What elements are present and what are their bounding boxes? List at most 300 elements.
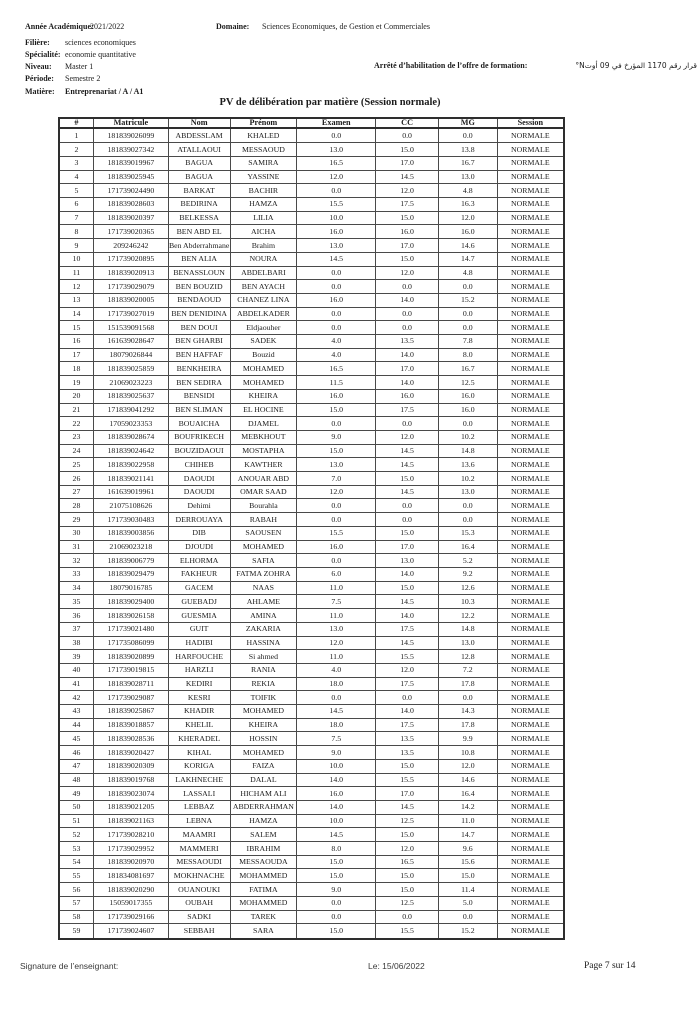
- cell-mg: 10.2: [438, 472, 497, 486]
- field-arrete-habilitation: [374, 61, 697, 70]
- cell-session: NORMALE: [497, 376, 564, 390]
- cell-cc: 13.0: [376, 554, 439, 568]
- table-row: [59, 828, 564, 842]
- cell-nom: LASSALI: [168, 787, 230, 801]
- cell-examen: 11.5: [297, 376, 376, 390]
- field-periode: [25, 74, 100, 83]
- table-row: [59, 362, 564, 376]
- field-label: Spécialité:: [25, 50, 61, 59]
- table-row: [59, 567, 564, 581]
- cell-nom: BEN ALIA: [168, 252, 230, 266]
- cell-cc: 17.5: [376, 718, 439, 732]
- cell-session: NORMALE: [497, 650, 564, 664]
- cell-session: NORMALE: [497, 581, 564, 595]
- cell-cc: 12.0: [376, 184, 439, 198]
- cell-nom: GACEM: [168, 581, 230, 595]
- cell-prenom: SAFIA: [230, 554, 297, 568]
- cell-examen: 0.0: [297, 513, 376, 527]
- cell-cc: 14.5: [376, 636, 439, 650]
- cell-examen: 0.0: [297, 321, 376, 335]
- cell-matricule: 161639019961: [93, 485, 168, 499]
- cell-num: 36: [59, 609, 93, 623]
- cell-session: NORMALE: [497, 567, 564, 581]
- cell-session: NORMALE: [497, 170, 564, 184]
- cell-num: 1: [59, 128, 93, 142]
- cell-nom: BEN ABD EL: [168, 225, 230, 239]
- cell-nom: HARZLI: [168, 663, 230, 677]
- cell-nom: Dehimi: [168, 499, 230, 513]
- cell-mg: 16.0: [438, 403, 497, 417]
- cell-matricule: 171739020365: [93, 225, 168, 239]
- table-row: [59, 184, 564, 198]
- cell-cc: 14.5: [376, 444, 439, 458]
- cell-mg: 16.7: [438, 156, 497, 170]
- cell-nom: ABDESSLAM: [168, 128, 230, 142]
- cell-num: 39: [59, 650, 93, 664]
- cell-examen: 14.5: [297, 705, 376, 719]
- cell-matricule: 181839026099: [93, 128, 168, 142]
- cell-prenom: SALEM: [230, 828, 297, 842]
- table-row: [59, 924, 564, 939]
- table-row: [59, 787, 564, 801]
- cell-matricule: 171739024607: [93, 924, 168, 939]
- cell-matricule: 181839029479: [93, 567, 168, 581]
- cell-mg: 14.6: [438, 239, 497, 253]
- cell-nom: KESRI: [168, 691, 230, 705]
- cell-prenom: REKIA: [230, 677, 297, 691]
- cell-mg: 14.8: [438, 622, 497, 636]
- cell-examen: 13.0: [297, 239, 376, 253]
- field-value: Sciences Economiques, de Gestion et Commerciales: [262, 22, 430, 31]
- table-row: [59, 211, 564, 225]
- cell-matricule: 171739029087: [93, 691, 168, 705]
- cell-matricule: 181839020913: [93, 266, 168, 280]
- cell-examen: 12.0: [297, 485, 376, 499]
- cell-nom: MAAMRI: [168, 828, 230, 842]
- cell-matricule: 18079026844: [93, 348, 168, 362]
- cell-matricule: 181839021163: [93, 814, 168, 828]
- table-row: [59, 869, 564, 883]
- field-niveau: [25, 62, 93, 71]
- cell-matricule: 151539091568: [93, 321, 168, 335]
- cell-examen: 15.0: [297, 403, 376, 417]
- cell-num: 31: [59, 540, 93, 554]
- cell-nom: OUBAH: [168, 896, 230, 910]
- table-row: [59, 198, 564, 212]
- field-filiere: [25, 38, 136, 47]
- cell-mg: 7.2: [438, 663, 497, 677]
- table-header-row: [59, 118, 564, 128]
- cell-num: 51: [59, 814, 93, 828]
- cell-matricule: 181839028674: [93, 430, 168, 444]
- cell-cc: 15.0: [376, 143, 439, 157]
- table-row: [59, 513, 564, 527]
- cell-mg: 11.0: [438, 814, 497, 828]
- cell-nom: KHELIL: [168, 718, 230, 732]
- cell-prenom: MOHAMMED: [230, 869, 297, 883]
- table-row: [59, 705, 564, 719]
- cell-num: 27: [59, 485, 93, 499]
- cell-examen: 0.0: [297, 691, 376, 705]
- cell-mg: 10.2: [438, 430, 497, 444]
- cell-matricule: 209246242: [93, 239, 168, 253]
- cell-cc: 14.5: [376, 170, 439, 184]
- cell-num: 6: [59, 198, 93, 212]
- cell-examen: 13.0: [297, 458, 376, 472]
- cell-session: NORMALE: [497, 855, 564, 869]
- cell-examen: 4.0: [297, 663, 376, 677]
- column-header-mg: MG: [438, 118, 497, 128]
- cell-mg: 7.8: [438, 335, 497, 349]
- cell-session: NORMALE: [497, 362, 564, 376]
- cell-prenom: DALAL: [230, 773, 297, 787]
- cell-cc: 15.0: [376, 581, 439, 595]
- table-row: [59, 609, 564, 623]
- cell-examen: 0.0: [297, 128, 376, 142]
- cell-cc: 12.0: [376, 430, 439, 444]
- cell-num: 48: [59, 773, 93, 787]
- cell-examen: 11.0: [297, 581, 376, 595]
- cell-matricule: 171739024490: [93, 184, 168, 198]
- field-label: Niveau:: [25, 62, 52, 71]
- cell-session: NORMALE: [497, 239, 564, 253]
- cell-examen: 4.0: [297, 348, 376, 362]
- cell-cc: 14.5: [376, 595, 439, 609]
- cell-num: 41: [59, 677, 93, 691]
- cell-examen: 12.0: [297, 636, 376, 650]
- cell-matricule: 171739020895: [93, 252, 168, 266]
- cell-session: NORMALE: [497, 814, 564, 828]
- cell-mg: 13.6: [438, 458, 497, 472]
- cell-cc: 16.5: [376, 855, 439, 869]
- cell-mg: 14.7: [438, 252, 497, 266]
- signature-label: Signature de l’enseignant:: [20, 961, 119, 971]
- cell-cc: 12.5: [376, 814, 439, 828]
- cell-matricule: 181839022958: [93, 458, 168, 472]
- cell-mg: 16.0: [438, 225, 497, 239]
- cell-nom: BAGUA: [168, 156, 230, 170]
- cell-matricule: 171739030483: [93, 513, 168, 527]
- cell-examen: 0.0: [297, 499, 376, 513]
- table-row: [59, 650, 564, 664]
- cell-num: 18: [59, 362, 93, 376]
- cell-num: 20: [59, 389, 93, 403]
- cell-session: NORMALE: [497, 924, 564, 939]
- cell-cc: 15.5: [376, 650, 439, 664]
- field-value: Semestre 2: [65, 74, 101, 83]
- cell-num: 16: [59, 335, 93, 349]
- cell-nom: OUANOUKI: [168, 883, 230, 897]
- table-row: [59, 499, 564, 513]
- cell-mg: 16.3: [438, 198, 497, 212]
- table-body: [59, 128, 564, 939]
- cell-examen: 7.0: [297, 472, 376, 486]
- cell-mg: 12.8: [438, 650, 497, 664]
- table-row: [59, 307, 564, 321]
- cell-session: NORMALE: [497, 718, 564, 732]
- cell-prenom: FATIMA: [230, 883, 297, 897]
- cell-num: 30: [59, 526, 93, 540]
- cell-prenom: MEBKHOUT: [230, 430, 297, 444]
- cell-examen: 9.0: [297, 883, 376, 897]
- cell-num: 13: [59, 293, 93, 307]
- cell-mg: 15.0: [438, 869, 497, 883]
- cell-matricule: 171739029166: [93, 910, 168, 924]
- cell-cc: 12.0: [376, 266, 439, 280]
- cell-matricule: 15059017355: [93, 896, 168, 910]
- cell-examen: 7.5: [297, 732, 376, 746]
- cell-session: NORMALE: [497, 663, 564, 677]
- cell-prenom: NAAS: [230, 581, 297, 595]
- cell-prenom: AMINA: [230, 609, 297, 623]
- cell-matricule: 18079016785: [93, 581, 168, 595]
- cell-matricule: 181839024642: [93, 444, 168, 458]
- cell-cc: 17.0: [376, 540, 439, 554]
- field-value: Entreprenariat / A / A1: [65, 87, 144, 96]
- cell-prenom: SAMIRA: [230, 156, 297, 170]
- cell-examen: 7.5: [297, 595, 376, 609]
- page-title: PV de délibération par matière (Session normale): [219, 97, 441, 108]
- cell-cc: 0.0: [376, 321, 439, 335]
- cell-nom: ATALLAOUI: [168, 143, 230, 157]
- cell-examen: 4.0: [297, 335, 376, 349]
- cell-num: 46: [59, 746, 93, 760]
- field-value: economie quantitative: [65, 50, 136, 59]
- cell-nom: KEDIRI: [168, 677, 230, 691]
- table-row: [59, 691, 564, 705]
- cell-nom: KORIGA: [168, 759, 230, 773]
- cell-examen: 16.5: [297, 362, 376, 376]
- cell-matricule: 21069023223: [93, 376, 168, 390]
- cell-matricule: 21075108626: [93, 499, 168, 513]
- cell-session: NORMALE: [497, 252, 564, 266]
- cell-num: 15: [59, 321, 93, 335]
- cell-num: 50: [59, 800, 93, 814]
- cell-prenom: TOIFIK: [230, 691, 297, 705]
- cell-prenom: HASSINA: [230, 636, 297, 650]
- table-row: [59, 663, 564, 677]
- cell-session: NORMALE: [497, 883, 564, 897]
- cell-matricule: 181839006779: [93, 554, 168, 568]
- cell-matricule: 181839003856: [93, 526, 168, 540]
- cell-prenom: HAMZA: [230, 814, 297, 828]
- cell-session: NORMALE: [497, 348, 564, 362]
- table-row: [59, 896, 564, 910]
- cell-cc: 15.5: [376, 773, 439, 787]
- cell-examen: 0.0: [297, 266, 376, 280]
- column-header-num: #: [59, 118, 93, 128]
- cell-prenom: MOHAMMED: [230, 896, 297, 910]
- cell-prenom: HAMZA: [230, 198, 297, 212]
- cell-nom: BENKHEIRA: [168, 362, 230, 376]
- cell-examen: 10.0: [297, 211, 376, 225]
- cell-mg: 14.7: [438, 828, 497, 842]
- cell-num: 38: [59, 636, 93, 650]
- cell-session: NORMALE: [497, 417, 564, 431]
- cell-num: 9: [59, 239, 93, 253]
- cell-nom: FAKHEUR: [168, 567, 230, 581]
- cell-matricule: 181839028711: [93, 677, 168, 691]
- cell-nom: BEN BOUZID: [168, 280, 230, 294]
- cell-nom: GUEBADJ: [168, 595, 230, 609]
- field-label: Matière:: [25, 87, 55, 96]
- cell-matricule: 171739027019: [93, 307, 168, 321]
- cell-prenom: AHLAME: [230, 595, 297, 609]
- cell-examen: 9.0: [297, 746, 376, 760]
- cell-num: 5: [59, 184, 93, 198]
- table-row: [59, 485, 564, 499]
- cell-session: NORMALE: [497, 705, 564, 719]
- cell-nom: Ben Abderrahmane: [168, 239, 230, 253]
- cell-prenom: RANIA: [230, 663, 297, 677]
- cell-prenom: ZAKARIA: [230, 622, 297, 636]
- column-header-nom: Nom: [168, 118, 230, 128]
- cell-num: 33: [59, 567, 93, 581]
- cell-num: 53: [59, 842, 93, 856]
- cell-num: 34: [59, 581, 93, 595]
- cell-mg: 0.0: [438, 910, 497, 924]
- table-row: [59, 636, 564, 650]
- cell-cc: 15.0: [376, 252, 439, 266]
- cell-num: 3: [59, 156, 93, 170]
- table-row: [59, 910, 564, 924]
- cell-mg: 12.2: [438, 609, 497, 623]
- cell-session: NORMALE: [497, 156, 564, 170]
- cell-cc: 16.0: [376, 389, 439, 403]
- cell-mg: 10.8: [438, 746, 497, 760]
- cell-examen: 16.5: [297, 156, 376, 170]
- table-row: [59, 156, 564, 170]
- table-row: [59, 554, 564, 568]
- cell-mg: 17.8: [438, 718, 497, 732]
- cell-mg: 9.9: [438, 732, 497, 746]
- cell-examen: 0.0: [297, 896, 376, 910]
- field-domaine: [216, 22, 430, 31]
- cell-mg: 5.0: [438, 896, 497, 910]
- table-row: [59, 348, 564, 362]
- cell-nom: CHIHEB: [168, 458, 230, 472]
- cell-prenom: ABDELKADER: [230, 307, 297, 321]
- cell-nom: HADIBI: [168, 636, 230, 650]
- cell-nom: LEBBAZ: [168, 800, 230, 814]
- cell-mg: 14.2: [438, 800, 497, 814]
- cell-mg: 13.8: [438, 143, 497, 157]
- cell-matricule: 181839020309: [93, 759, 168, 773]
- cell-examen: 0.0: [297, 910, 376, 924]
- cell-session: NORMALE: [497, 293, 564, 307]
- cell-cc: 15.0: [376, 869, 439, 883]
- cell-prenom: Bouzid: [230, 348, 297, 362]
- cell-nom: BAGUA: [168, 170, 230, 184]
- cell-num: 55: [59, 869, 93, 883]
- field-value: Master 1: [65, 62, 94, 71]
- cell-num: 43: [59, 705, 93, 719]
- cell-cc: 0.0: [376, 513, 439, 527]
- cell-examen: 13.0: [297, 622, 376, 636]
- cell-mg: 0.0: [438, 691, 497, 705]
- cell-cc: 15.0: [376, 472, 439, 486]
- table-row: [59, 458, 564, 472]
- cell-matricule: 181839023074: [93, 787, 168, 801]
- cell-num: 26: [59, 472, 93, 486]
- table-row: [59, 581, 564, 595]
- cell-session: NORMALE: [497, 691, 564, 705]
- table-row: [59, 335, 564, 349]
- cell-examen: 16.0: [297, 540, 376, 554]
- cell-num: 19: [59, 376, 93, 390]
- cell-cc: 15.0: [376, 526, 439, 540]
- cell-examen: 11.0: [297, 609, 376, 623]
- cell-matricule: 181839028603: [93, 198, 168, 212]
- cell-num: 35: [59, 595, 93, 609]
- cell-nom: MAMMERI: [168, 842, 230, 856]
- cell-nom: GUESMIA: [168, 609, 230, 623]
- field-matiere: [25, 87, 143, 96]
- table-row: [59, 389, 564, 403]
- cell-matricule: 181839019967: [93, 156, 168, 170]
- cell-nom: GUIT: [168, 622, 230, 636]
- cell-mg: 14.3: [438, 705, 497, 719]
- cell-session: NORMALE: [497, 800, 564, 814]
- cell-mg: 16.7: [438, 362, 497, 376]
- cell-matricule: 181839025867: [93, 705, 168, 719]
- cell-session: NORMALE: [497, 773, 564, 787]
- cell-nom: LAKHNECHE: [168, 773, 230, 787]
- cell-mg: 0.0: [438, 128, 497, 142]
- cell-session: NORMALE: [497, 280, 564, 294]
- table-row: [59, 444, 564, 458]
- cell-session: NORMALE: [497, 513, 564, 527]
- table-row: [59, 595, 564, 609]
- cell-examen: 18.0: [297, 718, 376, 732]
- cell-matricule: 171739029079: [93, 280, 168, 294]
- cell-num: 45: [59, 732, 93, 746]
- cell-num: 42: [59, 691, 93, 705]
- cell-examen: 0.0: [297, 280, 376, 294]
- cell-mg: 16.4: [438, 787, 497, 801]
- cell-num: 47: [59, 759, 93, 773]
- cell-session: NORMALE: [497, 335, 564, 349]
- cell-matricule: 181834081697: [93, 869, 168, 883]
- cell-session: NORMALE: [497, 499, 564, 513]
- cell-cc: 0.0: [376, 280, 439, 294]
- cell-matricule: 171839041292: [93, 403, 168, 417]
- cell-num: 58: [59, 910, 93, 924]
- field-label: Domaine:: [216, 22, 250, 31]
- cell-num: 37: [59, 622, 93, 636]
- cell-session: NORMALE: [497, 444, 564, 458]
- field-value: 2021/2022: [90, 22, 125, 31]
- cell-session: NORMALE: [497, 677, 564, 691]
- field-label: Année Académique:: [25, 22, 94, 31]
- cell-cc: 0.0: [376, 499, 439, 513]
- cell-matricule: 171739021480: [93, 622, 168, 636]
- cell-prenom: LILIA: [230, 211, 297, 225]
- cell-nom: KHADIR: [168, 705, 230, 719]
- cell-session: NORMALE: [497, 430, 564, 444]
- cell-session: NORMALE: [497, 485, 564, 499]
- cell-nom: ELHORMA: [168, 554, 230, 568]
- cell-num: 8: [59, 225, 93, 239]
- date-label: Le: 15/06/2022: [368, 961, 425, 971]
- cell-prenom: IBRAHIM: [230, 842, 297, 856]
- cell-examen: 16.0: [297, 225, 376, 239]
- cell-matricule: 181839025859: [93, 362, 168, 376]
- cell-session: NORMALE: [497, 184, 564, 198]
- cell-cc: 14.5: [376, 800, 439, 814]
- table-row: [59, 677, 564, 691]
- cell-mg: 5.2: [438, 554, 497, 568]
